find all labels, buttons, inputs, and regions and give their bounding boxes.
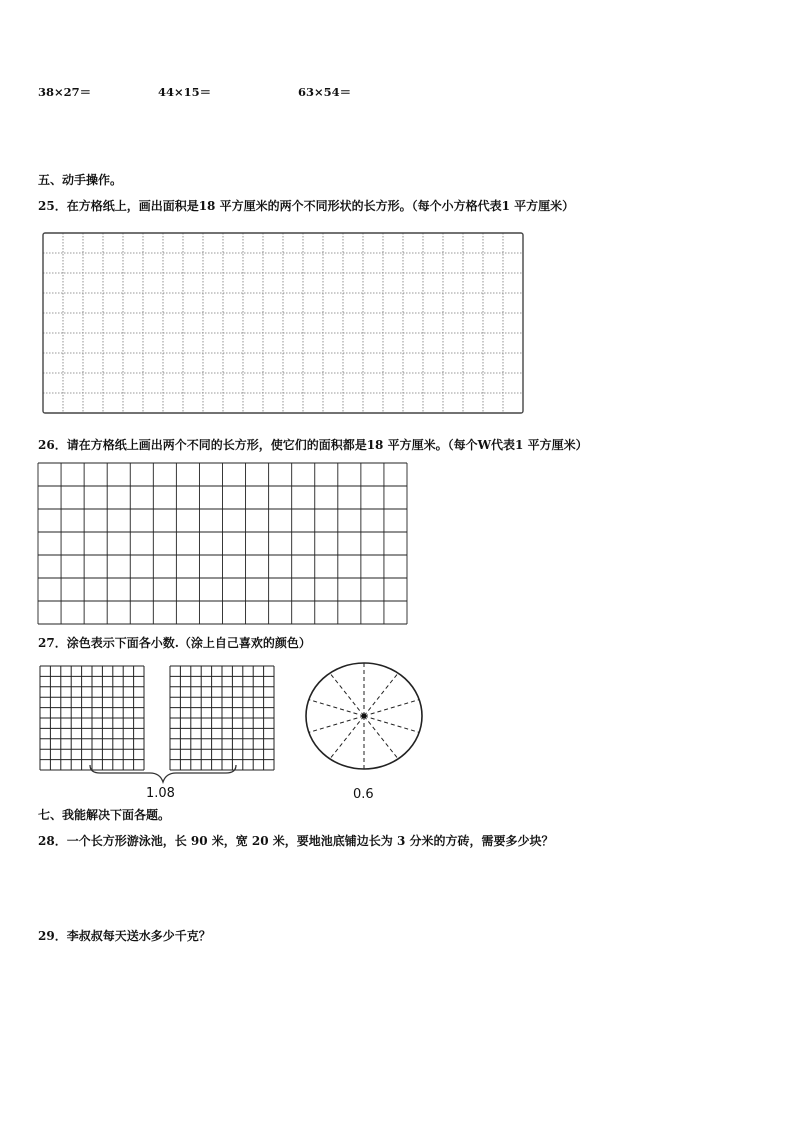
- calculation-2: 44×15＝: [158, 85, 212, 99]
- circle-sector-line: [364, 716, 398, 759]
- circle-center-dot: [362, 714, 367, 719]
- circle-sector-line: [364, 716, 419, 732]
- question-25-text: 25．在方格纸上，画出面积是18 平方厘米的两个不同形状的长方形。（每个小方格代表1 平方厘米）: [38, 199, 575, 213]
- question-26-text: 26．请在方格纸上画出两个不同的长方形，使它们的面积都是18 平方厘米。（每个W代表1 平方厘米）: [38, 438, 588, 452]
- question-29-text: 29．李叔叔每天送水多少千克？: [38, 929, 211, 943]
- brace-icon: [90, 765, 236, 782]
- section-seven-title: 七、我能解决下面各题。: [38, 808, 171, 822]
- circle-sector-line: [309, 716, 364, 732]
- section-five-title: 五、动手操作。: [38, 173, 123, 187]
- circle-decimal-label: 0.6: [353, 787, 374, 802]
- circle-sector-line: [364, 700, 419, 716]
- question-28-text: 28．一个长方形游泳池，长 90 米，宽 20 米，要地池底铺边长为 3 分米的方砖，需要多少块？: [38, 834, 554, 848]
- circle-sector-line: [330, 716, 364, 759]
- circle-sector-line: [330, 673, 364, 716]
- circle-sector-line: [309, 700, 364, 716]
- squares-decimal-label: 1.08: [146, 786, 175, 801]
- question-27-text: 27．涂色表示下面各小数.（涂上自己喜欢的颜色）: [38, 636, 311, 650]
- circle-sector-line: [364, 673, 398, 716]
- calculation-1: 38×27＝: [38, 85, 92, 99]
- calculation-3: 63×54＝: [298, 85, 352, 99]
